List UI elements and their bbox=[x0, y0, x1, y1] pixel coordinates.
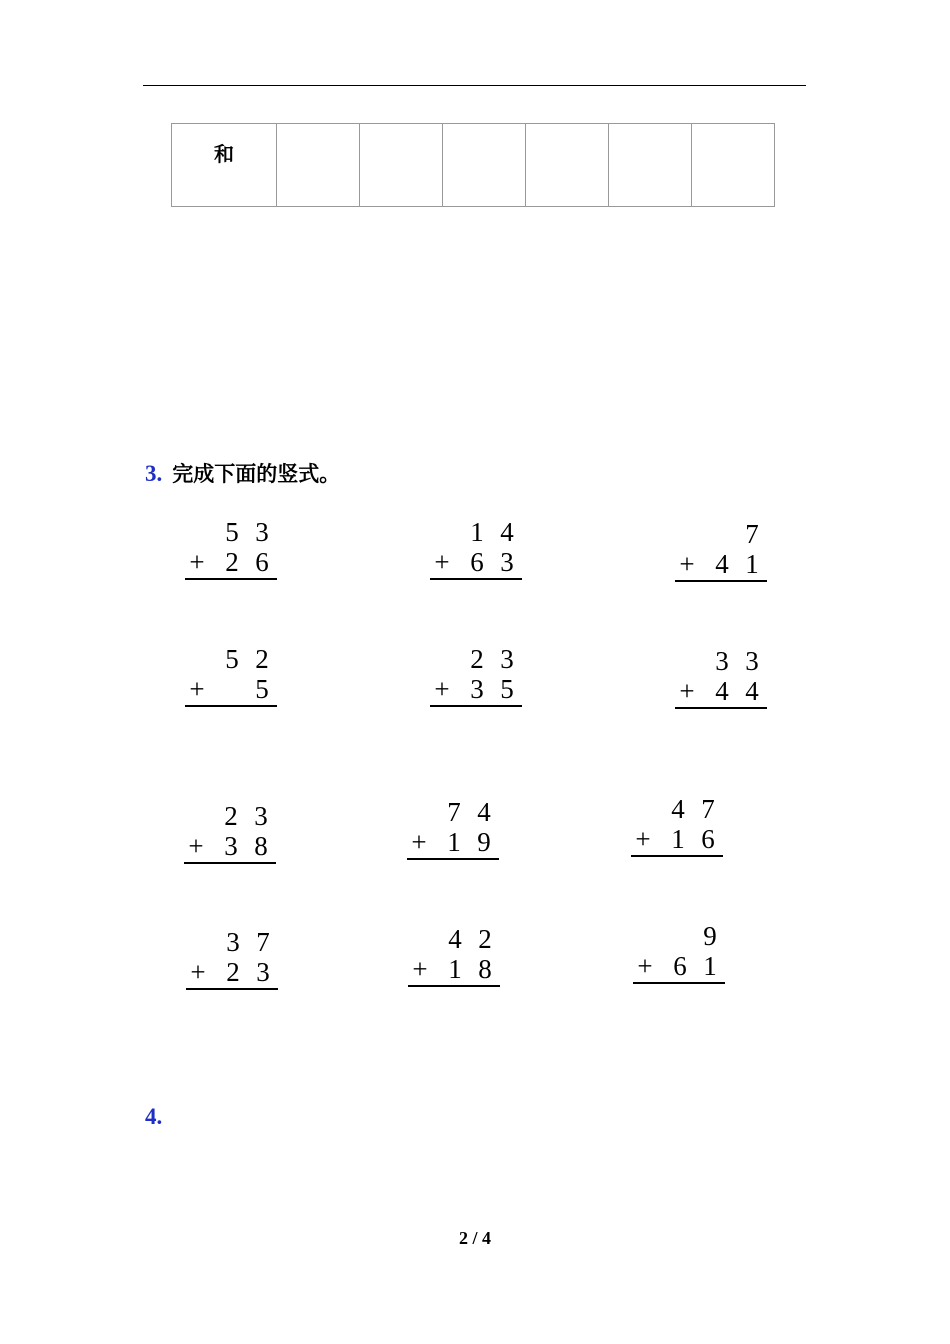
addend1-tens: 5 bbox=[225, 517, 239, 547]
answer-line bbox=[185, 578, 277, 580]
addend1-ones: 7 bbox=[745, 519, 759, 549]
plus-sign: + bbox=[635, 824, 651, 854]
addend2-tens: 1 bbox=[447, 827, 461, 857]
vertical-addition-problem bbox=[633, 921, 728, 981]
addend1-tens: 3 bbox=[715, 646, 729, 676]
answer-line bbox=[186, 988, 278, 990]
addend1-tens: 4 bbox=[448, 924, 462, 954]
vertical-addition-problem bbox=[185, 517, 280, 577]
addend1-ones: 3 bbox=[254, 801, 268, 831]
addend2-ones: 1 bbox=[745, 549, 759, 579]
addend2-tens: 2 bbox=[226, 957, 240, 987]
addend1-tens: 7 bbox=[447, 797, 461, 827]
blank-answer-cell[interactable] bbox=[360, 124, 443, 207]
answer-line bbox=[430, 705, 522, 707]
addend1-tens: 3 bbox=[226, 927, 240, 957]
answer-line bbox=[185, 705, 277, 707]
vertical-addition-problem bbox=[675, 519, 770, 579]
addend2-tens: 3 bbox=[470, 674, 484, 704]
addend1-ones: 2 bbox=[255, 644, 269, 674]
answer-line bbox=[633, 982, 725, 984]
vertical-addition-problem bbox=[185, 644, 280, 704]
addend1-tens: 5 bbox=[225, 644, 239, 674]
addend2-ones: 8 bbox=[254, 831, 268, 861]
answer-line bbox=[430, 578, 522, 580]
addend2-ones: 3 bbox=[500, 547, 514, 577]
vertical-addition-problem bbox=[675, 646, 770, 706]
addend2-ones: 9 bbox=[477, 827, 491, 857]
blank-answer-cell[interactable] bbox=[443, 124, 526, 207]
addend2-tens: 6 bbox=[470, 547, 484, 577]
addend1-ones: 3 bbox=[255, 517, 269, 547]
addend1-ones: 3 bbox=[500, 644, 514, 674]
addend2-tens: 1 bbox=[448, 954, 462, 984]
question-number: 4. bbox=[145, 1104, 163, 1129]
addend2-ones: 1 bbox=[703, 951, 717, 981]
answer-line bbox=[407, 858, 499, 860]
addend1-ones: 2 bbox=[478, 924, 492, 954]
answer-line bbox=[184, 862, 276, 864]
vertical-addition-problem bbox=[407, 797, 502, 857]
addend2-ones: 6 bbox=[255, 547, 269, 577]
question-number: 3. bbox=[145, 461, 163, 486]
addend2-ones: 6 bbox=[701, 824, 715, 854]
addend2-ones: 5 bbox=[255, 674, 269, 704]
answer-line bbox=[408, 985, 500, 987]
vertical-addition-problem bbox=[430, 644, 525, 704]
plus-sign: + bbox=[411, 827, 427, 857]
addend2-ones: 5 bbox=[500, 674, 514, 704]
answer-line bbox=[675, 707, 767, 709]
plus-sign: + bbox=[189, 547, 205, 577]
plus-sign: + bbox=[412, 954, 428, 984]
addend2-tens: 4 bbox=[715, 676, 729, 706]
addend2-tens: 4 bbox=[715, 549, 729, 579]
plus-sign: + bbox=[188, 831, 204, 861]
addend2-ones: 3 bbox=[256, 957, 270, 987]
vertical-addition-problem bbox=[631, 794, 726, 854]
addend2-tens: 3 bbox=[224, 831, 238, 861]
blank-answer-cell[interactable] bbox=[277, 124, 360, 207]
answer-line bbox=[631, 855, 723, 857]
plus-sign: + bbox=[637, 951, 653, 981]
sum-label-cell: 和 bbox=[172, 124, 277, 207]
page-number: 2 / 4 bbox=[458, 1228, 491, 1248]
addend1-tens: 2 bbox=[470, 644, 484, 674]
answer-line bbox=[675, 580, 767, 582]
sum-table bbox=[171, 123, 775, 207]
header-rule bbox=[143, 85, 806, 86]
addend1-ones: 9 bbox=[703, 921, 717, 951]
addend2-ones: 4 bbox=[745, 676, 759, 706]
vertical-addition-problem bbox=[430, 517, 525, 577]
plus-sign: + bbox=[434, 547, 450, 577]
question-text: 完成下面的竖式。 bbox=[172, 462, 341, 486]
plus-sign: + bbox=[434, 674, 450, 704]
table-row bbox=[172, 124, 775, 207]
vertical-addition-problem bbox=[408, 924, 503, 984]
plus-sign: + bbox=[679, 676, 695, 706]
addend2-tens: 2 bbox=[225, 547, 239, 577]
question-4-heading bbox=[145, 1104, 172, 1130]
question-3-heading bbox=[145, 458, 340, 488]
blank-answer-cell[interactable] bbox=[692, 124, 775, 207]
addend1-ones: 7 bbox=[256, 927, 270, 957]
addend1-tens: 2 bbox=[224, 801, 238, 831]
addend1-ones: 3 bbox=[745, 646, 759, 676]
addend1-ones: 7 bbox=[701, 794, 715, 824]
blank-answer-cell[interactable] bbox=[609, 124, 692, 207]
vertical-addition-problem bbox=[184, 801, 279, 861]
addend2-ones: 8 bbox=[478, 954, 492, 984]
addend2-tens: 1 bbox=[671, 824, 685, 854]
vertical-addition-problem bbox=[186, 927, 281, 987]
addend2-tens: 6 bbox=[673, 951, 687, 981]
addend1-ones: 4 bbox=[500, 517, 514, 547]
addend1-ones: 4 bbox=[477, 797, 491, 827]
blank-answer-cell[interactable] bbox=[526, 124, 609, 207]
plus-sign: + bbox=[679, 549, 695, 579]
plus-sign: + bbox=[190, 957, 206, 987]
plus-sign: + bbox=[189, 674, 205, 704]
addend1-tens: 4 bbox=[671, 794, 685, 824]
addend1-tens: 1 bbox=[470, 517, 484, 547]
